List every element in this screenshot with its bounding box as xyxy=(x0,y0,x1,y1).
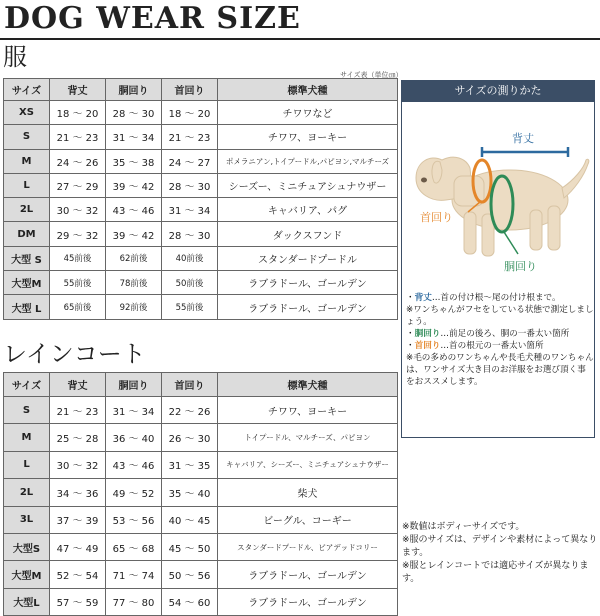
measurement-cell: 34 ～ 36 xyxy=(50,479,106,506)
size-cell: 大型S xyxy=(4,533,50,560)
table-row xyxy=(4,198,398,222)
measurement-cell: 65前後 xyxy=(50,295,106,319)
breed-cell: ビーグル、コーギー xyxy=(218,506,398,533)
measurement-cell: 43 ～ 46 xyxy=(106,198,162,222)
breed-cell: スタンダードプードル、ビアデッドコリー xyxy=(218,533,398,560)
table-header-row xyxy=(4,79,398,101)
footer-note: ※数値はボディーサイズです。 xyxy=(402,522,525,532)
note-back-term: 背丈 xyxy=(414,293,432,303)
measurement-cell: 39 ～ 42 xyxy=(106,173,162,197)
column-header: 胴回り xyxy=(106,79,162,101)
raincoat-section-title: レインコート xyxy=(3,340,146,368)
measurement-cell: 27 ～ 29 xyxy=(50,173,106,197)
measurement-cell: 40前後 xyxy=(162,246,218,270)
back-length-marker xyxy=(482,147,568,157)
size-cell: 大型 S xyxy=(4,246,50,270)
table-row xyxy=(4,451,398,478)
table-row xyxy=(4,173,398,197)
column-header: 首回り xyxy=(162,79,218,101)
table-row xyxy=(4,295,398,319)
breed-cell: キャバリア、パグ xyxy=(218,198,398,222)
measurement-cell: 40 ～ 45 xyxy=(162,506,218,533)
page-title: DOG WEAR SIZE xyxy=(4,1,301,36)
breed-cell: ポメラニアン,トイプードル,パピヨン,マルチーズ xyxy=(218,149,398,173)
measurement-cell: 57 ～ 59 xyxy=(50,588,106,615)
breed-cell: ラブラドール、ゴールデン xyxy=(218,295,398,319)
breed-cell: ダックスフンド xyxy=(218,222,398,246)
measurement-cell: 71 ～ 74 xyxy=(106,561,162,588)
breed-cell: シーズー、ミニチュアシュナウザー xyxy=(218,173,398,197)
note-back-text: …首の付け根～尾の付け根まで。 xyxy=(431,293,561,303)
size-cell: S xyxy=(4,397,50,424)
size-cell: L xyxy=(4,451,50,478)
breed-cell: ラブラドール、ゴールデン xyxy=(218,588,398,615)
size-cell: 大型 L xyxy=(4,295,50,319)
size-cell: 大型L xyxy=(4,588,50,615)
breed-cell: 柴犬 xyxy=(218,479,398,506)
measurement-cell: 31 ～ 34 xyxy=(106,397,162,424)
neck-label: 首回り xyxy=(420,211,453,224)
measurement-cell: 54 ～ 60 xyxy=(162,588,218,615)
measurement-cell: 31 ～ 34 xyxy=(106,125,162,149)
measurement-cell: 30 ～ 32 xyxy=(50,198,106,222)
footer-notes xyxy=(402,521,598,586)
chest-leader-line xyxy=(504,232,518,254)
measurement-cell: 43 ～ 46 xyxy=(106,451,162,478)
breed-cell: チワワなど xyxy=(218,101,398,125)
measurement-cell: 21 ～ 23 xyxy=(50,125,106,149)
column-header: 標準犬種 xyxy=(218,373,398,397)
measurement-cell: 78前後 xyxy=(106,271,162,295)
table-row xyxy=(4,125,398,149)
table-row xyxy=(4,271,398,295)
note-back: ・背丈…首の付け根～尾の付け根まで。 xyxy=(406,293,561,303)
size-cell: 大型M xyxy=(4,561,50,588)
measurement-cell: 36 ～ 40 xyxy=(106,424,162,451)
measurement-cell: 39 ～ 42 xyxy=(106,222,162,246)
measurement-cell: 28 ～ 30 xyxy=(106,101,162,125)
clothes-size-table xyxy=(3,78,398,320)
breed-cell: ラブラドール、ゴールデン xyxy=(218,561,398,588)
column-header: 背丈 xyxy=(50,79,106,101)
measurement-cell: 18 ～ 20 xyxy=(50,101,106,125)
size-cell: L xyxy=(4,173,50,197)
size-cell: 3L xyxy=(4,506,50,533)
table-row xyxy=(4,506,398,533)
table-row xyxy=(4,101,398,125)
column-header: 背丈 xyxy=(50,373,106,397)
note-chest: ・胴回り…前足の後ろ、胴の一番太い箇所 xyxy=(406,329,570,339)
measurement-cell: 55前後 xyxy=(50,271,106,295)
measurement-cell: 50 ～ 56 xyxy=(162,561,218,588)
breed-cell: スタンダードプードル xyxy=(218,246,398,270)
unit-caption: サイズ表（単位㎝） xyxy=(340,71,403,79)
size-cell: M xyxy=(4,149,50,173)
column-header: サイズ xyxy=(4,373,50,397)
size-cell: 大型M xyxy=(4,271,50,295)
raincoat-size-table xyxy=(3,372,398,616)
breed-cell: キャバリア、シーズー、ミニチュアシュナウザー xyxy=(218,451,398,478)
size-cell: 2L xyxy=(4,198,50,222)
measurement-cell: 62前後 xyxy=(106,246,162,270)
measurement-cell: 26 ～ 30 xyxy=(162,424,218,451)
note-neck-term: 首回り xyxy=(414,341,441,351)
measurement-cell: 47 ～ 49 xyxy=(50,533,106,560)
measurement-cell: 24 ～ 26 xyxy=(50,149,106,173)
measurement-cell: 21 ～ 23 xyxy=(50,397,106,424)
size-cell: 2L xyxy=(4,479,50,506)
measurement-cell: 28 ～ 30 xyxy=(162,173,218,197)
measurement-cell: 45 ～ 50 xyxy=(162,533,218,560)
measurement-cell: 30 ～ 32 xyxy=(50,451,106,478)
measurement-cell: 52 ～ 54 xyxy=(50,561,106,588)
measurement-cell: 29 ～ 32 xyxy=(50,222,106,246)
measurement-cell: 77 ～ 80 xyxy=(106,588,162,615)
measurement-cell: 22 ～ 26 xyxy=(162,397,218,424)
footer-note: ※服とレインコートでは適応サイズが異なります。 xyxy=(402,561,589,584)
size-cell: M xyxy=(4,424,50,451)
measurement-cell: 65 ～ 68 xyxy=(106,533,162,560)
measure-notes xyxy=(406,292,594,388)
clothes-section-title: 服 xyxy=(3,43,27,71)
table-row xyxy=(4,533,398,560)
note-chest-term: 胴回り xyxy=(414,329,441,339)
table-row xyxy=(4,424,398,451)
title-divider xyxy=(0,38,600,40)
note-neck-sub: ※毛の多めのワンちゃんや長毛犬種のワンちゃんは、ワンサイズ大き目のお洋服をお選び頂く事をおススメします。 xyxy=(406,353,594,387)
size-cell: S xyxy=(4,125,50,149)
back-label: 背丈 xyxy=(512,132,534,145)
note-neck-text: …首の根元の一番太い箇所 xyxy=(440,341,544,351)
chest-label: 胴回り xyxy=(504,260,537,273)
measurement-cell: 31 ～ 35 xyxy=(162,451,218,478)
measurement-cell: 92前後 xyxy=(106,295,162,319)
breed-cell: トイプードル、マルチーズ、パピヨン xyxy=(218,424,398,451)
footer-note: ※服のサイズは、デザインや素材によって異なります。 xyxy=(402,535,598,558)
measurement-cell: 24 ～ 27 xyxy=(162,149,218,173)
dog-measure-diagram xyxy=(402,102,594,290)
breed-cell: ラブラドール、ゴールデン xyxy=(218,271,398,295)
measurement-cell: 55前後 xyxy=(162,295,218,319)
measurement-cell: 31 ～ 34 xyxy=(162,198,218,222)
breed-cell: チワワ、ヨーキー xyxy=(218,125,398,149)
table-header-row xyxy=(4,373,398,397)
measurement-cell: 37 ～ 39 xyxy=(50,506,106,533)
table-row xyxy=(4,479,398,506)
table-row xyxy=(4,246,398,270)
measurement-cell: 28 ～ 30 xyxy=(162,222,218,246)
measurement-cell: 25 ～ 28 xyxy=(50,424,106,451)
measurement-cell: 21 ～ 23 xyxy=(162,125,218,149)
measure-panel-title: サイズの測りかた xyxy=(401,80,595,101)
size-cell: DM xyxy=(4,222,50,246)
column-header: 胴回り xyxy=(106,373,162,397)
column-header: 標準犬種 xyxy=(218,79,398,101)
column-header: 首回り xyxy=(162,373,218,397)
column-header: サイズ xyxy=(4,79,50,101)
size-cell: XS xyxy=(4,101,50,125)
breed-cell: チワワ、ヨーキー xyxy=(218,397,398,424)
measurement-cell: 35 ～ 38 xyxy=(106,149,162,173)
dog-illustration xyxy=(416,157,589,256)
note-neck: ・首回り…首の根元の一番太い箇所 xyxy=(406,341,544,351)
table-row xyxy=(4,397,398,424)
table-row xyxy=(4,588,398,615)
measurement-cell: 53 ～ 56 xyxy=(106,506,162,533)
measurement-cell: 49 ～ 52 xyxy=(106,479,162,506)
measurement-cell: 18 ～ 20 xyxy=(162,101,218,125)
table-row xyxy=(4,149,398,173)
measurement-cell: 45前後 xyxy=(50,246,106,270)
measurement-cell: 50前後 xyxy=(162,271,218,295)
note-chest-text: …前足の後ろ、胴の一番太い箇所 xyxy=(440,329,570,339)
measurement-cell: 35 ～ 40 xyxy=(162,479,218,506)
table-row xyxy=(4,222,398,246)
dog-nose xyxy=(421,178,427,183)
table-row xyxy=(4,561,398,588)
note-back-sub: ※ワンちゃんがフセをしている状態で測定しましょう。 xyxy=(406,305,594,327)
